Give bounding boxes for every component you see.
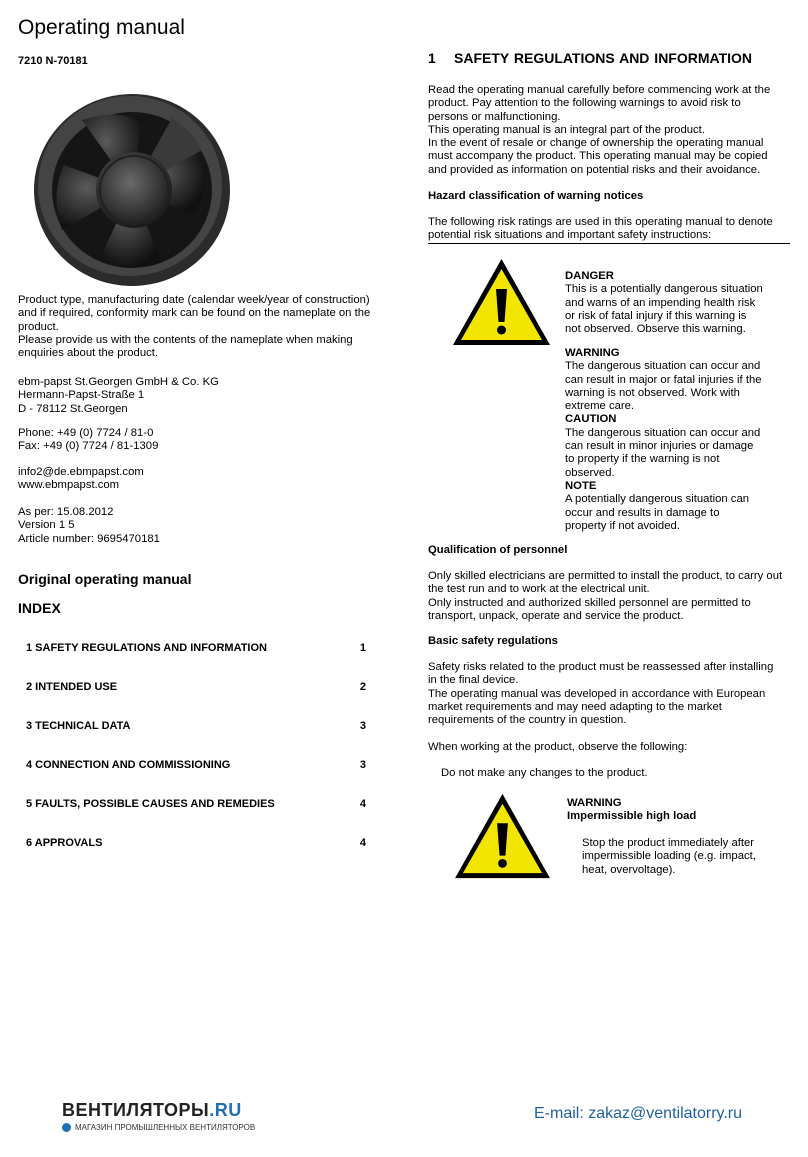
text-line: to property if the warning is not (565, 453, 720, 466)
email-link[interactable]: info2@de.ebmpapst.com (18, 466, 144, 478)
address-line: D - 78112 St.Georgen (18, 402, 128, 415)
section-heading (428, 50, 752, 66)
warning-triangle-icon (450, 256, 553, 348)
toc-entry[interactable] (26, 759, 366, 798)
text-line: occur and results in damage to (565, 506, 720, 519)
text-line: transport, unpack, operate and service the product. (428, 609, 684, 622)
model-number: 7210 N-70181 (18, 55, 88, 67)
text-line: This operating manual is an integral part of the product. (428, 123, 705, 136)
as-per-date: As per: 15.08.2012 (18, 506, 114, 518)
text-line: impermissible loading (e.g. impact, (582, 850, 756, 863)
no-changes-text: Do not make any changes to the product. (441, 767, 648, 779)
version-number: Version 1 5 (18, 519, 75, 532)
logo-tagline: МАГАЗИН ПРОМЫШЛЕННЫХ ВЕНТИЛЯТОРОВ (75, 1123, 256, 1132)
text-line: warning is not observed. Work with (565, 386, 740, 399)
toc-label: 1 SAFETY REGULATIONS AND INFORMATION (26, 642, 267, 654)
toc-label: 4 CONNECTION AND COMMISSIONING (26, 759, 231, 771)
divider (428, 243, 790, 244)
note-label: NOTE (565, 479, 597, 492)
warning-notice (565, 347, 770, 533)
text-line: Read the operating manual carefully before commencing work at the (428, 84, 771, 96)
text-line: Stop the product immediately after (582, 837, 755, 849)
text-line: Only instructed and authorized skilled personnel are permitted to (428, 596, 751, 609)
page-title: Operating manual (18, 16, 185, 39)
section-title: SAFETY REGULATIONS AND INFORMATION (454, 50, 753, 66)
text-line: in the final device. (428, 674, 519, 687)
text-line: The following risk ratings are used in this operating manual to denote (428, 216, 773, 228)
toc-entry[interactable] (26, 837, 366, 876)
toc-page: 4 (359, 837, 366, 849)
warning-subtitle: Impermissible high load (567, 810, 697, 823)
text-line: or risk of fatal injury if this warning is (565, 309, 747, 322)
text-line: and provided as information on potential risks and their avoidance. (428, 163, 761, 176)
text-line: Safety risks related to the product must be reassessed after installing (428, 661, 774, 673)
intro-line: Product type, manufacturing date (calendar week/year of construction) (18, 294, 370, 306)
text-line: and warns of an impending health risk (565, 296, 756, 309)
index-heading: INDEX (18, 600, 61, 616)
danger-notice (565, 270, 770, 336)
toc-page: 4 (359, 798, 366, 810)
hazard-heading: Hazard classification of warning notices (428, 190, 644, 202)
text-line: heat, overvoltage). (582, 863, 676, 876)
text-line: extreme care. (565, 400, 635, 413)
danger-label: DANGER (565, 270, 614, 282)
safety-intro (428, 84, 790, 177)
text-line: must accompany the product. This operating manual may be copied (428, 150, 768, 163)
text-line: Only skilled electricians are permitted to install the product, to carry out (428, 570, 783, 582)
logo-tld: .RU (209, 1100, 242, 1120)
caution-label: CAUTION (565, 413, 617, 426)
article-number: Article number: 9695470181 (18, 532, 160, 545)
toc-label: 5 FAULTS, POSSIBLE CAUSES AND REMEDIES (26, 798, 275, 810)
original-manual-heading: Original operating manual (18, 571, 192, 587)
section-number: 1 (428, 50, 436, 66)
text-line: requirements of the country in question. (428, 714, 627, 727)
logo-dot-icon (62, 1123, 71, 1132)
text-line: the test run and to work at the electrical unit. (428, 583, 650, 596)
text-line: observed. (565, 466, 615, 479)
nameplate-info (18, 294, 390, 360)
table-of-contents (26, 642, 366, 876)
hazard-text (428, 216, 790, 243)
logo-name: ВЕНТИЛЯТОРЫ (62, 1100, 210, 1120)
qualification-heading: Qualification of personnel (428, 544, 568, 556)
logo-tagline-row (62, 1123, 255, 1132)
text-line: A potentially dangerous situation can (565, 493, 750, 506)
toc-page: 3 (359, 720, 366, 732)
intro-line: product. (18, 320, 59, 333)
toc-label: 3 TECHNICAL DATA (26, 720, 131, 732)
toc-page: 3 (359, 759, 366, 771)
version-info (18, 506, 160, 546)
toc-entry[interactable] (26, 681, 366, 720)
warning-triangle-icon (452, 791, 553, 881)
text-line: not observed. Observe this warning. (565, 323, 746, 336)
warning-label: WARNING (565, 347, 620, 359)
text-line: persons or malfunctioning. (428, 110, 561, 123)
load-warning (567, 797, 772, 824)
company-address (18, 376, 390, 416)
footer-logo[interactable] (62, 1100, 255, 1132)
text-line: property if not avoided. (565, 519, 680, 532)
text-line: The operating manual was developed in accordance with European (428, 687, 766, 700)
intro-line: enquiries about the product. (18, 347, 159, 360)
text-line: market requirements and may need adapting to the market (428, 700, 722, 713)
toc-label: 6 APPROVALS (26, 837, 103, 849)
toc-entry[interactable] (26, 720, 366, 759)
load-warning-text (582, 837, 787, 877)
toc-entry[interactable] (26, 642, 366, 681)
basic-safety-text (428, 661, 790, 727)
text-line: The dangerous situation can occur and (565, 426, 761, 439)
web-contacts (18, 466, 144, 493)
intro-line: and if required, conformity mark can be found on the nameplate on the (18, 307, 371, 320)
fax-number: Fax: +49 (0) 7724 / 81-1309 (18, 440, 159, 453)
contact-numbers (18, 427, 158, 454)
text-line: This is a potentially dangerous situation (565, 283, 763, 296)
address-line: Hermann-Papst-Straße 1 (18, 389, 145, 402)
warning-label: WARNING (567, 797, 622, 809)
toc-label: 2 INTENDED USE (26, 681, 118, 693)
qualification-text (428, 570, 790, 623)
footer-email[interactable]: E-mail: zakaz@ventilatorry.ru (534, 1105, 742, 1122)
logo-wordmark (62, 1100, 255, 1121)
toc-page: 2 (359, 681, 366, 693)
text-line: potential risk situations and important safety instructions: (428, 229, 712, 242)
basic-safety-heading: Basic safety regulations (428, 635, 558, 647)
text-line: can result in minor injuries or damage (565, 440, 754, 453)
website-link[interactable]: www.ebmpapst.com (18, 479, 120, 492)
text-line: In the event of resale or change of ownership the operating manual (428, 137, 764, 150)
address-line: ebm-papst St.Georgen GmbH & Co. KG (18, 376, 219, 388)
observe-text: When working at the product, observe the following: (428, 741, 688, 753)
text-line: can result in major or fatal injuries if the (565, 373, 762, 386)
intro-line: Please provide us with the contents of the nameplate when making (18, 333, 353, 346)
phone-number: Phone: +49 (0) 7724 / 81-0 (18, 427, 154, 439)
text-line: The dangerous situation can occur and (565, 360, 761, 373)
fan-product-image (22, 80, 232, 290)
toc-page: 1 (359, 642, 366, 654)
toc-entry[interactable] (26, 798, 366, 837)
text-line: product. Pay attention to the following warnings to avoid risk to (428, 97, 741, 110)
